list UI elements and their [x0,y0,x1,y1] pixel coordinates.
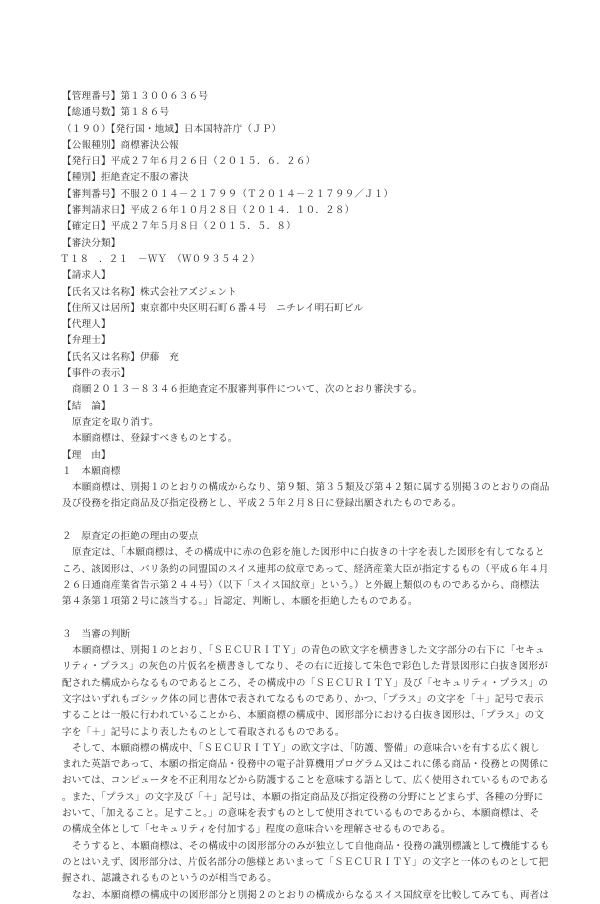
paragraph-line: 本願商標は、別掲１のとおりの構成からなり、第９類、第３５類及び第４２類に属する別掲３のとおりの商品 [72,482,550,494]
field-value: 平成２７年５月８日（２０１５．５．８） [110,221,296,233]
field-issuing-country [62,122,542,138]
paragraph-line: そうすると、本願商標は、その構成中の図形部分のみが独立して自他商品・役務の識別標識として機能するも [72,840,550,852]
paragraph-line: の構成全体として「セキュリティを付加する」程度の意味合いを理解させるものである。 [62,824,451,836]
field-value: 商標審決公報 [120,139,179,151]
section-2-title: ２ 原査定の拒絶の理由の要点 [62,531,199,543]
case-display-text: 商願２０１３－８３４６拒絶査定不服審判事件について、次のとおり審決する。 [72,384,423,396]
paragraph-line: 及び役務を指定商品及び指定役務とし、平成２５年２月８日に登録出願されたものである。 [62,498,462,510]
field-label: 【発行日】 [62,156,111,168]
field-label: （１９０）【発行国・地域】 [62,123,184,135]
field-label: 【種別】 [62,172,101,184]
paragraph-line: 文字はいずれもゴシック体の同じ書体で表されてなるものであり、かつ、「プラス」の文字を「＋」記号で表示 [62,693,544,705]
field-value: 株式会社アズジェント [139,286,237,298]
field-gazette-type [62,138,542,154]
field-label: 【請求人】 [62,270,111,282]
field-label: 【審判番号】 [62,188,121,200]
field-type [62,170,542,186]
paragraph-line: 配された構成からなるものであるところ、その構成中の「ＳＥＣＵＲＩＴＹ」及び「セキュリティ・プラス」の [62,677,548,689]
field-attorney-name [62,350,542,366]
field-value: 日本国特許庁（ＪＰ） [183,123,282,135]
field-value: 拒絶査定不服の審決 [100,172,189,184]
conclusion-line: 本願商標は、登録すべきものとする。 [72,433,238,445]
field-appeal-request-date [62,203,542,219]
paragraph-line: ２６日通商産業省告示第２４４号）（以下「スイス国紋章」という。）と外観上類似のものであるから、商標法 [62,579,540,591]
field-value: 第１８６号 [120,107,170,119]
paragraph-line: リティ・プラス」の灰色の片仮名を横書きしてなり、その右に近接して朱色で彩色した背景図形に白抜き図形が [62,661,548,673]
paragraph-line: 。また、「プラス」の文字及び「＋」記号は、本願の指定商品及び指定役務の分野にとどまらず、各種の分野に [62,791,544,803]
paragraph-line: 字を「＋」記号により表したものとして看取されるものである。 [62,726,345,738]
section-1-title: １ 本願商標 [62,465,121,477]
paragraph-line: 握され、認識されるものというのが相当である。 [62,873,277,885]
field-finalized-date [62,219,542,235]
paragraph-line: おいて、「加えること。足すこと。」の意味を表すものとして使用されているものであるから、本願商標は、そ [62,808,540,820]
field-total-issue-number [62,105,542,121]
paragraph-line: ころ、該図形は、パリ条約の同盟国のスイス連邦の紋章であって、経済産業大臣が指定するもの（平成６年４月 [62,563,549,575]
field-value: 東京都中央区明石町６番４号 ニチレイ明石町ビル [139,302,364,314]
field-value: 伊藤 充 [139,351,179,363]
field-management-number [62,89,542,105]
field-patent-attorney [62,333,542,349]
field-value: 不服２０１４－２１７９９（Ｔ２０１４－２１７９９／Ｊ１） [120,188,394,200]
spacer [62,513,542,529]
field-decision-classification [62,236,542,252]
conclusion-line: 原査定を取り消す。 [72,416,159,428]
field-label: 【氏名又は名称】 [62,286,140,298]
field-label: 【事件の表示】 [62,368,131,380]
field-label: 【管理番号】 [62,91,121,102]
field-requester-name [62,285,542,301]
field-value: 第１３００６３６号 [120,91,209,102]
paragraph-line: のとはいえず、図形部分は、片仮名部分の態様とあいまって「ＳＥＣＵＲＩＴＹ」の文字と一体のものとして把 [62,856,549,868]
field-agent [62,317,542,333]
field-label: 【代理人】 [62,319,111,331]
reasons-heading: 【理 由】 [62,449,111,461]
field-label: 【総通号数】 [62,107,121,119]
field-label: 【確定日】 [62,221,111,233]
paragraph-line: 原査定は、「本願商標は、その構成中に赤の色彩を施した図形中に白抜きの十字を表した図形を有してなると [72,547,545,559]
field-appeal-number [62,187,542,203]
paragraph-line: おいては、コンピュータを不正利用などから防護することを意味する語として、広く使用されているものである [62,775,549,787]
classification-code: Ｔ１８ ．２１ －ＷＹ （Ｗ０９３５４２） [60,253,260,265]
field-value: 平成２７年６月２６日（２０１５．６．２６） [110,156,316,168]
paragraph-line: そして、本願商標の構成中、「ＳＥＣＵＲＩＴＹ」の欧文字は、「防護、警備」の意味合いを有する広く親し [72,742,540,754]
paragraph-line: 本願商標は、別掲１のとおり、「ＳＥＣＵＲＩＴＹ」の青色の欧文字を横書きした文字部分の右下に「セキュ [72,645,545,657]
field-label: 【弁理士】 [62,335,111,347]
field-case-display [62,366,542,382]
paragraph-line: まれた英語であって、本願の指定商品・役務中の電子計算機用プログラム又はこれに係る商品・役務との関係に [62,759,549,771]
field-label: 【公報種別】 [62,139,121,151]
field-value: 平成２６年１０月２８日（２０１４．１０．２８） [130,205,355,217]
field-label: 【審決分類】 [62,237,121,249]
conclusion-heading: 【結 論】 [62,400,111,412]
paragraph-line: 第４条第１項第２号に該当する。」旨認定、判断し、本願を拒絶したものである。 [62,596,418,608]
field-requester [62,268,542,284]
field-issue-date [62,154,542,170]
section-3-title: ３ 当審の判断 [62,628,131,640]
field-label: 【氏名又は名称】 [62,351,140,363]
field-label: 【審判請求日】 [62,205,131,217]
paragraph-line: なお、本願商標の構成中の図形部分と別掲２のとおりの構成からなるスイス国紋章を比較してみても、両者は [72,889,550,901]
paragraph-line: することは一般に行われていることから、本願商標の構成中、図形部分における白抜き図形は、「プラス」の文 [62,710,545,722]
spacer [62,611,542,627]
document-page [60,89,550,904]
field-requester-address [62,301,542,317]
field-label: 【住所又は居所】 [62,302,140,314]
